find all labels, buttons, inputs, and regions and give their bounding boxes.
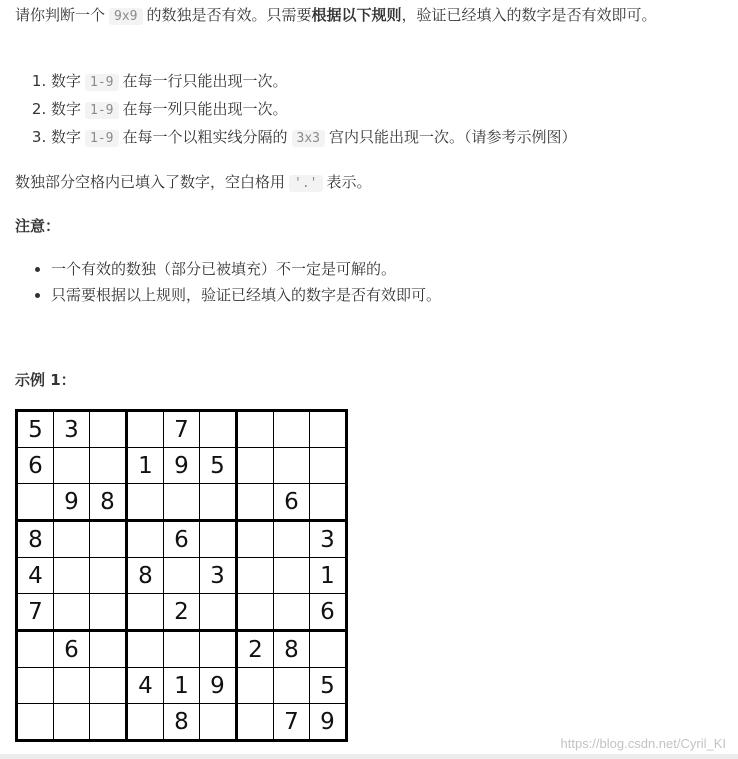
board-cell bbox=[90, 558, 127, 594]
rule-pre: 数字 bbox=[51, 72, 82, 90]
rule-item bbox=[51, 124, 577, 152]
board-cell bbox=[274, 594, 310, 631]
board-cell: 4 bbox=[17, 558, 54, 594]
rule-post: 在每一行只能出现一次。 bbox=[122, 72, 288, 90]
board-cell bbox=[54, 448, 90, 484]
board-cell bbox=[127, 411, 164, 448]
rule-item bbox=[51, 68, 577, 96]
board-cell: 3 bbox=[54, 411, 90, 448]
rule-item bbox=[51, 96, 577, 124]
board-cell: 5 bbox=[200, 448, 237, 484]
board-row bbox=[17, 521, 347, 558]
board-cell bbox=[127, 484, 164, 521]
board-cell bbox=[90, 594, 127, 631]
rules-list bbox=[15, 68, 577, 152]
board-cell bbox=[237, 704, 274, 741]
board-cell bbox=[237, 411, 274, 448]
board-row bbox=[17, 484, 347, 521]
board-cell: 8 bbox=[127, 558, 164, 594]
intro-text-1: 请你判断一个 bbox=[15, 6, 106, 24]
board-cell: 1 bbox=[127, 448, 164, 484]
board-row bbox=[17, 668, 347, 704]
partial-text-1: 数独部分空格内已填入了数字，空白格用 bbox=[15, 173, 286, 191]
inline-code: 1-9 bbox=[85, 130, 118, 147]
rule-pre: 数字 bbox=[51, 128, 82, 146]
board-cell: 3 bbox=[200, 558, 237, 594]
board-cell: 9 bbox=[164, 448, 200, 484]
board-cell bbox=[200, 521, 237, 558]
board-cell bbox=[237, 668, 274, 704]
board-cell bbox=[127, 521, 164, 558]
board-cell bbox=[54, 704, 90, 741]
board-cell: 1 bbox=[310, 558, 347, 594]
intro-text-2: 的数独是否有效。只需要 bbox=[146, 6, 312, 24]
board-cell bbox=[310, 484, 347, 521]
board-row bbox=[17, 558, 347, 594]
note-title: 注意： bbox=[15, 217, 61, 235]
board-cell: 5 bbox=[17, 411, 54, 448]
rule-post: 在每一列只能出现一次。 bbox=[122, 100, 288, 118]
inline-code: 3x3 bbox=[292, 130, 325, 147]
rule-post: 宫内只能出现一次。（请参考示例图） bbox=[329, 128, 577, 146]
board-cell bbox=[164, 631, 200, 668]
board-cell: 6 bbox=[54, 631, 90, 668]
board-cell: 8 bbox=[17, 521, 54, 558]
sudoku-board bbox=[15, 409, 348, 742]
board-cell bbox=[274, 521, 310, 558]
board-cell: 2 bbox=[164, 594, 200, 631]
board-cell bbox=[200, 484, 237, 521]
board-cell bbox=[17, 484, 54, 521]
inline-code: 9x9 bbox=[109, 8, 142, 25]
board-cell: 7 bbox=[164, 411, 200, 448]
board-cell bbox=[17, 704, 54, 741]
watermark: https://blog.csdn.net/Cyril_KI bbox=[560, 736, 726, 751]
intro-text-3: ，验证已经填入的数字是否有效即可。 bbox=[401, 6, 657, 24]
board-cell: 9 bbox=[54, 484, 90, 521]
board-cell bbox=[200, 704, 237, 741]
board-cell: 2 bbox=[237, 631, 274, 668]
board-cell bbox=[310, 631, 347, 668]
board-cell bbox=[127, 704, 164, 741]
board-cell bbox=[90, 448, 127, 484]
board-cell bbox=[237, 594, 274, 631]
board-cell bbox=[54, 668, 90, 704]
intro-paragraph bbox=[15, 2, 715, 30]
notes-list bbox=[15, 256, 441, 308]
intro-bold: 根据以下规则 bbox=[311, 6, 402, 24]
rule-mid: 在每一个以粗实线分隔的 bbox=[122, 128, 288, 146]
board-cell: 3 bbox=[310, 521, 347, 558]
inline-code: 1-9 bbox=[85, 102, 118, 119]
board-cell: 9 bbox=[310, 704, 347, 741]
board-cell bbox=[237, 484, 274, 521]
board-row bbox=[17, 704, 347, 741]
board-cell: 1 bbox=[164, 668, 200, 704]
board-cell bbox=[237, 521, 274, 558]
board-cell: 4 bbox=[127, 668, 164, 704]
board-row bbox=[17, 631, 347, 668]
board-cell bbox=[274, 558, 310, 594]
board-cell: 6 bbox=[17, 448, 54, 484]
partial-text-2: 表示。 bbox=[326, 173, 372, 191]
inline-code: '.' bbox=[289, 175, 322, 192]
board-cell: 7 bbox=[17, 594, 54, 631]
board-cell bbox=[54, 521, 90, 558]
board-cell: 8 bbox=[274, 631, 310, 668]
board-cell bbox=[274, 668, 310, 704]
scrollbar-track[interactable] bbox=[0, 754, 738, 759]
board-cell bbox=[90, 631, 127, 668]
rule-pre: 数字 bbox=[51, 100, 82, 118]
board-cell: 9 bbox=[200, 668, 237, 704]
board-cell bbox=[310, 448, 347, 484]
board-cell: 8 bbox=[90, 484, 127, 521]
board-row bbox=[17, 411, 347, 448]
board-cell bbox=[164, 484, 200, 521]
board-cell bbox=[200, 594, 237, 631]
board-cell bbox=[17, 668, 54, 704]
board-cell: 7 bbox=[274, 704, 310, 741]
board-cell bbox=[90, 668, 127, 704]
note-item: • 一个有效的数独（部分已被填充）不一定是可解的。 bbox=[51, 256, 441, 282]
board-cell bbox=[90, 521, 127, 558]
note-item: • 只需要根据以上规则，验证已经填入的数字是否有效即可。 bbox=[51, 282, 441, 308]
board-row bbox=[17, 594, 347, 631]
board-cell: 5 bbox=[310, 668, 347, 704]
board-cell bbox=[237, 558, 274, 594]
board-cell: 6 bbox=[164, 521, 200, 558]
board-cell bbox=[90, 704, 127, 741]
board-cell bbox=[274, 448, 310, 484]
board-cell bbox=[200, 411, 237, 448]
board-cell: 6 bbox=[274, 484, 310, 521]
board-cell bbox=[17, 631, 54, 668]
board-cell bbox=[127, 594, 164, 631]
board-cell: 6 bbox=[310, 594, 347, 631]
inline-code: 1-9 bbox=[85, 74, 118, 91]
board-cell bbox=[127, 631, 164, 668]
board-cell bbox=[54, 558, 90, 594]
board-cell bbox=[274, 411, 310, 448]
board-row bbox=[17, 448, 347, 484]
board-cell: 8 bbox=[164, 704, 200, 741]
board-cell bbox=[54, 594, 90, 631]
partial-paragraph bbox=[15, 169, 715, 197]
board-cell bbox=[310, 411, 347, 448]
board-cell bbox=[237, 448, 274, 484]
board-cell bbox=[90, 411, 127, 448]
board-cell bbox=[200, 631, 237, 668]
example-title: 示例 1： bbox=[15, 371, 76, 389]
board-cell bbox=[164, 558, 200, 594]
